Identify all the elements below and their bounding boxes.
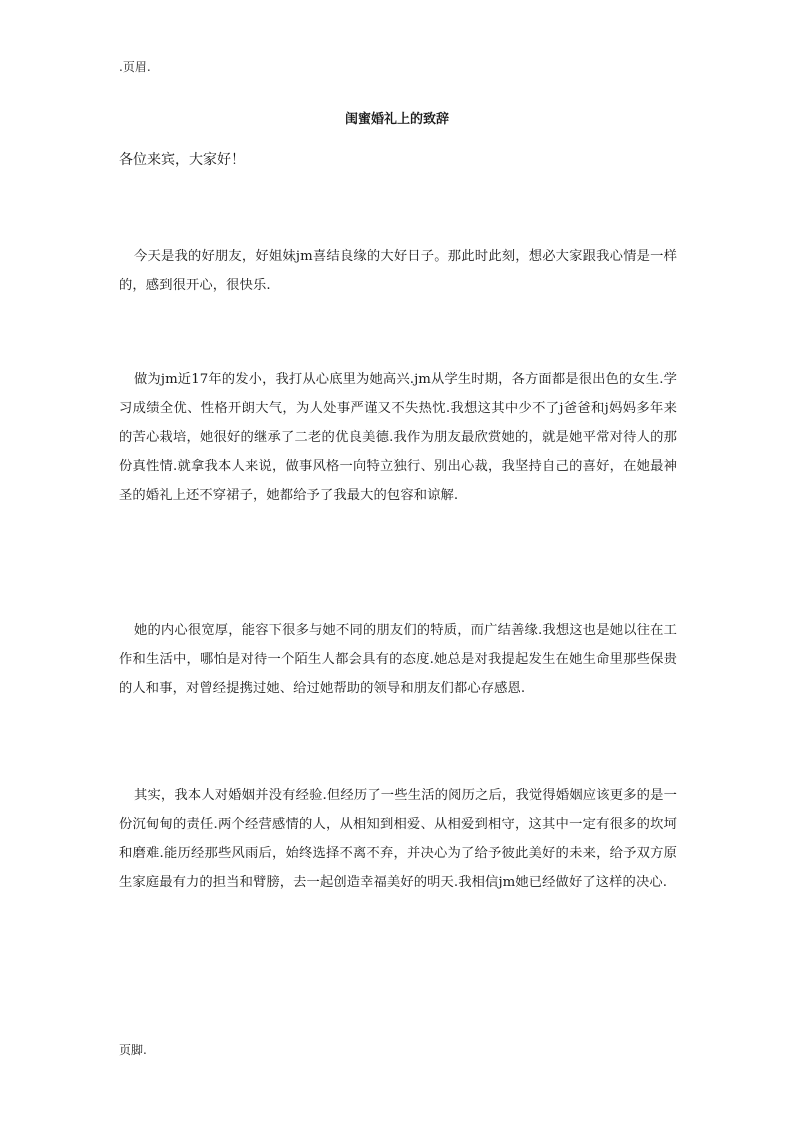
page-header: .页眉. <box>119 60 151 74</box>
paragraph: 她的内心很宽厚，能容下很多与她不同的朋友们的特质，而广结善缘.我想这也是她以往在工作和生活中，哪怕是对待一个陌生人都会具有的态度.她总是对我提起发生在她生命里那些保贵的人和事，对曾经提携过她、给过她帮助的领导和朋友们都心存感恩. <box>119 623 677 697</box>
paragraph: 做为jm近17年的发小，我打从心底里为她高兴.jm从学生时期，各方面都是很出色的女生.学习成绩全优、性格开朗大气，为人处事严谨又不失热忱.我想这其中少不了j爸爸和j妈妈多年来的苦心栽培，她很好的继承了二老的优良美德.我作为朋友最欣赏她的，就是她平常对待人的那份真性情.就拿我本人来说，做事风格一向特立独行、别出心裁，我坚持自己的喜好，在她最神圣的婚礼上还不穿裙子，她都给予了我最大的包容和谅解. <box>119 372 677 504</box>
greeting-line: 各位来宾，大家好！ <box>119 152 245 168</box>
paragraph: 今天是我的好朋友，好姐妹jm喜结良缘的大好日子。那此时此刻，想必大家跟我心情是一样的，感到很开心，很快乐. <box>119 249 677 294</box>
page-footer: 页脚. <box>119 1043 147 1057</box>
document-title: 闺蜜婚礼上的致辞 <box>344 112 449 127</box>
paragraph: 其实，我本人对婚姻并没有经验.但经历了一些生活的阅历之后，我觉得婚姻应该更多的是一份沉甸甸的责任.两个经营感情的人，从相知到相爱、从相爱到相守，这其中一定有很多的坎坷和磨难.能历经那些风雨后，始终选择不离不弃，并决心为了给予彼此美好的未来，给予双方原生家庭最有力的担当和臂膀，去一起创造幸福美好的明天.我相信jm她已经做好了这样的决心. <box>119 788 677 891</box>
